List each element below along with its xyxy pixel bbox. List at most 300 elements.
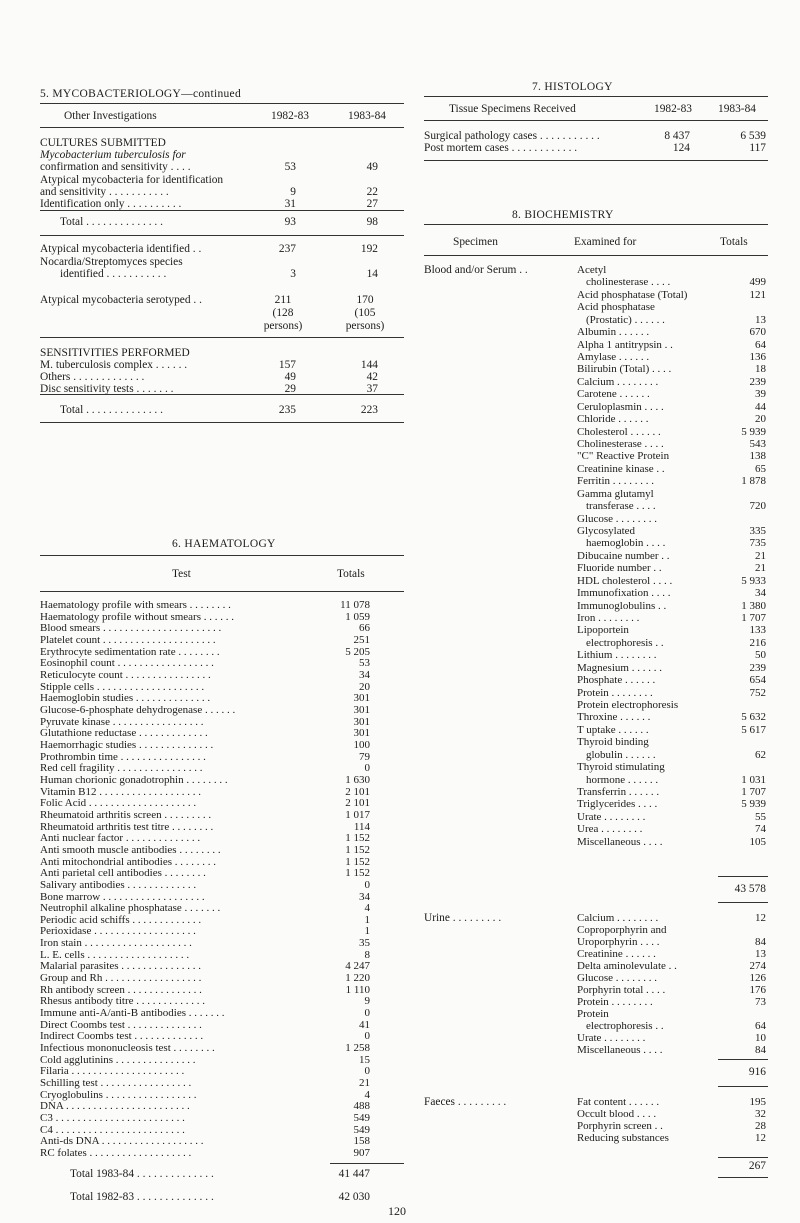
haematology-total: 907 bbox=[353, 1147, 370, 1159]
haematology-test: DNA . . . . . . . . . . . . . . . . . . . . . . . bbox=[40, 1100, 190, 1112]
culture-row-1983-84: 22 bbox=[366, 186, 378, 198]
biochem-examined-for: Carotene . . . . . . bbox=[577, 388, 650, 400]
divider bbox=[40, 394, 404, 395]
haematology-total: 20 bbox=[359, 681, 370, 693]
haematology-total: 21 bbox=[359, 1077, 370, 1089]
biochem-examined-for: Calcium . . . . . . . . bbox=[577, 912, 659, 924]
biochem-total: 176 bbox=[749, 984, 766, 996]
haematology-test: Glutathione reductase . . . . . . . . . . . . . bbox=[40, 727, 208, 739]
total-label: Total . . . . . . . . . . . . . . bbox=[60, 404, 163, 416]
histology-1982-83: 124 bbox=[672, 142, 690, 154]
haematology-total: 34 bbox=[359, 669, 370, 681]
haematology-test: Immune anti-A/anti-B antibodies . . . . . . . bbox=[40, 1007, 225, 1019]
biochem-total: 5 933 bbox=[741, 575, 766, 587]
haematology-test: Rh antibody screen . . . . . . . . . . . . . . bbox=[40, 984, 202, 996]
haematology-test: Rheumatoid arthritis screen . . . . . . . . . bbox=[40, 809, 212, 821]
haematology-total: 100 bbox=[353, 739, 370, 751]
sensitivity-row-1982-83: 29 bbox=[284, 383, 296, 395]
biochem-total: 64 bbox=[755, 1020, 766, 1032]
col-totals: Totals bbox=[337, 568, 365, 580]
biochem-examined-for: Porphyrin screen . . bbox=[577, 1120, 663, 1132]
biochem-total: 1 031 bbox=[741, 774, 766, 786]
haematology-total: 114 bbox=[353, 821, 370, 833]
biochem-total: 74 bbox=[755, 823, 766, 835]
biochem-examined-for: Lithium . . . . . . . . bbox=[577, 649, 657, 661]
haematology-total: 35 bbox=[359, 937, 370, 949]
biochem-examined-for: Ferritin . . . . . . . . bbox=[577, 475, 654, 487]
biochem-total: 5 617 bbox=[741, 724, 766, 736]
haematology-total: 549 bbox=[353, 1124, 370, 1136]
mycobacteriology-title: 5. MYCOBACTERIOLOGY—continued bbox=[40, 88, 241, 100]
sensitivity-row-1982-83: 157 bbox=[278, 359, 296, 371]
biochem-total: 752 bbox=[749, 687, 766, 699]
total-1983-84: 223 bbox=[360, 404, 378, 416]
divider bbox=[40, 235, 404, 236]
haematology-total: 1 630 bbox=[345, 774, 370, 786]
biochem-total: 84 bbox=[755, 1044, 766, 1056]
haematology-test: Red cell fragility . . . . . . . . . . . . . . . . bbox=[40, 762, 203, 774]
biochem-total: 73 bbox=[755, 996, 766, 1008]
haematology-total: 1 110 bbox=[345, 984, 370, 996]
sensitivity-row-label: Others . . . . . . . . . . . . . bbox=[40, 371, 145, 383]
haematology-total: 9 bbox=[364, 995, 370, 1007]
haematology-total: 1 017 bbox=[345, 809, 370, 821]
total-1982-83: 93 bbox=[284, 216, 296, 228]
haematology-test: Direct Coombs test . . . . . . . . . . . . . . bbox=[40, 1019, 202, 1031]
faeces-total: 267 bbox=[748, 1160, 766, 1172]
atypical-row-label: identified . . . . . . . . . . . bbox=[60, 268, 167, 280]
haematology-total: 11 078 bbox=[340, 599, 370, 611]
biochem-total: 65 bbox=[755, 463, 766, 475]
blood-serum-label: Blood and/or Serum . . bbox=[424, 264, 528, 276]
culture-row-1982-83: 9 bbox=[290, 186, 296, 198]
biochem-examined-for: Cholesterol . . . . . . bbox=[577, 426, 661, 438]
biochem-examined-for: Creatinine kinase . . bbox=[577, 463, 665, 475]
histology-title: 7. HISTOLOGY bbox=[532, 81, 613, 93]
haematology-total: 53 bbox=[359, 657, 370, 669]
haematology-total: 1 bbox=[364, 925, 370, 937]
haematology-total: 1 059 bbox=[345, 611, 370, 623]
biochem-examined-for: transferase . . . . bbox=[586, 500, 656, 512]
haematology-test: C3 . . . . . . . . . . . . . . . . . . . . . . . . bbox=[40, 1112, 185, 1124]
haematology-total: 0 bbox=[364, 1007, 370, 1019]
divider bbox=[718, 1059, 768, 1060]
haematology-test: Group and Rh . . . . . . . . . . . . . . . . . . bbox=[40, 972, 202, 984]
biochem-total: 335 bbox=[749, 525, 766, 537]
biochem-examined-for: Immunoglobulins . . bbox=[577, 600, 667, 612]
total-1983-84: 98 bbox=[366, 216, 378, 228]
haematology-total: 2 101 bbox=[345, 797, 370, 809]
haematology-test: Anti parietal cell antibodies . . . . . . . . bbox=[40, 867, 206, 879]
col-1982-83: 1982-83 bbox=[654, 103, 692, 115]
biochem-total: 50 bbox=[755, 649, 766, 661]
biochem-examined-for: Chloride . . . . . . bbox=[577, 413, 649, 425]
biochem-total: 32 bbox=[755, 1108, 766, 1120]
haematology-test: Cryoglobulins . . . . . . . . . . . . . . . . . bbox=[40, 1089, 197, 1101]
biochem-examined-for: Miscellaneous . . . . bbox=[577, 1044, 663, 1056]
biochem-examined-for: cholinesterase . . . . bbox=[586, 276, 671, 288]
haematology-test: Periodic acid schiffs . . . . . . . . . . . . . bbox=[40, 914, 202, 926]
sensitivity-row-label: M. tuberculosis complex . . . . . . bbox=[40, 359, 188, 371]
biochem-total: 28 bbox=[755, 1120, 766, 1132]
biochem-examined-for: Delta aminolevulate . . bbox=[577, 960, 677, 972]
haematology-test: Platelet count . . . . . . . . . . . . . . . . . . . . . bbox=[40, 634, 216, 646]
total-1982-83-label: Total 1982-83 . . . . . . . . . . . . . . bbox=[70, 1191, 214, 1203]
haematology-test: Cold agglutinins . . . . . . . . . . . . . . . bbox=[40, 1054, 196, 1066]
divider bbox=[40, 103, 404, 104]
haematology-total: 4 bbox=[364, 902, 370, 914]
haematology-test: Folic Acid . . . . . . . . . . . . . . . . . . . . bbox=[40, 797, 197, 809]
biochem-examined-for: globulin . . . . . . bbox=[586, 749, 656, 761]
biochem-examined-for: Acid phosphatase bbox=[577, 301, 655, 313]
biochem-examined-for: Protein . . . . . . . . bbox=[577, 687, 653, 699]
serotyped-persons-1982-83: (128 bbox=[272, 307, 294, 319]
divider bbox=[424, 255, 768, 256]
biochem-total: 1 707 bbox=[741, 786, 766, 798]
haematology-test: Eosinophil count . . . . . . . . . . . . . . . . . . bbox=[40, 657, 214, 669]
haematology-test: Perioxidase . . . . . . . . . . . . . . . . . . . bbox=[40, 925, 196, 937]
biochem-examined-for: Transferrin . . . . . . bbox=[577, 786, 660, 798]
serotyped-persons-label-2: persons) bbox=[345, 320, 385, 332]
haematology-total: 4 247 bbox=[345, 960, 370, 972]
culture-row-1983-84: 27 bbox=[366, 198, 378, 210]
culture-row-label: Mycobacterium tuberculosis for bbox=[40, 149, 186, 161]
urine-total: 916 bbox=[748, 1066, 766, 1078]
biochem-examined-for: Immunofixation . . . . bbox=[577, 587, 671, 599]
sensitivity-row-1983-84: 42 bbox=[366, 371, 378, 383]
biochem-examined-for: Occult blood . . . . bbox=[577, 1108, 657, 1120]
haematology-total: 1 bbox=[364, 914, 370, 926]
biochem-examined-for: Protein bbox=[577, 1008, 609, 1020]
biochem-total: 1 878 bbox=[741, 475, 766, 487]
urine-label: Urine . . . . . . . . . bbox=[424, 912, 502, 924]
divider bbox=[40, 422, 404, 423]
haematology-total: 301 bbox=[353, 704, 370, 716]
atypical-row-1982-83: 3 bbox=[290, 268, 296, 280]
haematology-test: Haematology profile without smears . . . . . . bbox=[40, 611, 234, 623]
total-1982-83-value: 42 030 bbox=[338, 1191, 370, 1203]
biochem-total: 39 bbox=[755, 388, 766, 400]
biochem-total: 216 bbox=[749, 637, 766, 649]
divider bbox=[718, 1157, 768, 1158]
biochem-total: 138 bbox=[749, 450, 766, 462]
biochem-examined-for: Amylase . . . . . . bbox=[577, 351, 650, 363]
haematology-test: Anti mitochondrial antibodies . . . . . . . . bbox=[40, 856, 216, 868]
biochem-total: 239 bbox=[749, 376, 766, 388]
faeces-label: Faeces . . . . . . . . . bbox=[424, 1096, 507, 1108]
biochem-examined-for: Urate . . . . . . . . bbox=[577, 811, 646, 823]
sensitivity-row-1982-83: 49 bbox=[284, 371, 296, 383]
total-1983-84-value: 41 447 bbox=[338, 1168, 370, 1180]
biochem-examined-for: Throxine . . . . . . bbox=[577, 711, 651, 723]
haematology-test: Anti smooth muscle antibodies . . . . . . . . bbox=[40, 844, 221, 856]
culture-row-label: confirmation and sensitivity . . . . bbox=[40, 161, 191, 173]
col-1983-84: 1983-84 bbox=[348, 110, 386, 122]
haematology-total: 1 152 bbox=[345, 844, 370, 856]
atypical-row-label: Atypical mycobacteria identified . . bbox=[40, 243, 202, 255]
haematology-test: Anti nuclear factor . . . . . . . . . . . . . . bbox=[40, 832, 201, 844]
biochem-total: 12 bbox=[755, 1132, 766, 1144]
biochem-examined-for: Iron . . . . . . . . bbox=[577, 612, 640, 624]
biochem-examined-for: Acetyl bbox=[577, 264, 607, 276]
haematology-total: 4 bbox=[364, 1089, 370, 1101]
haematology-test: Anti-ds DNA . . . . . . . . . . . . . . . . . . . bbox=[40, 1135, 204, 1147]
biochem-examined-for: haemoglobin . . . . bbox=[586, 537, 666, 549]
haematology-test: Indirect Coombs test . . . . . . . . . . . . . bbox=[40, 1030, 204, 1042]
haematology-total: 15 bbox=[359, 1054, 370, 1066]
haematology-test: RC folates . . . . . . . . . . . . . . . . . . . bbox=[40, 1147, 192, 1159]
biochem-examined-for: electrophoresis . . bbox=[586, 637, 664, 649]
haematology-title: 6. HAEMATOLOGY bbox=[172, 538, 276, 550]
haematology-test: Malarial parasites . . . . . . . . . . . . . . . bbox=[40, 960, 201, 972]
atypical-row-1983-84: 192 bbox=[360, 243, 378, 255]
biochem-total: 5 939 bbox=[741, 798, 766, 810]
haematology-test: L. E. cells . . . . . . . . . . . . . . . . . . . bbox=[40, 949, 190, 961]
haematology-total: 1 152 bbox=[345, 856, 370, 868]
serotyped-1983-84: 170 bbox=[356, 294, 374, 306]
biochem-total: 543 bbox=[749, 438, 766, 450]
haematology-test: C4 . . . . . . . . . . . . . . . . . . . . . . . . bbox=[40, 1124, 185, 1136]
haematology-total: 1 152 bbox=[345, 867, 370, 879]
total-1983-84-label: Total 1983-84 . . . . . . . . . . . . . . bbox=[70, 1168, 214, 1180]
biochem-total: 12 bbox=[755, 912, 766, 924]
divider bbox=[330, 1163, 404, 1164]
haematology-total: 549 bbox=[353, 1112, 370, 1124]
biochem-total: 34 bbox=[755, 587, 766, 599]
biochem-total: 64 bbox=[755, 339, 766, 351]
biochem-examined-for: Lipoportein bbox=[577, 624, 629, 636]
atypical-row-1982-83: 237 bbox=[278, 243, 296, 255]
biochem-total: 10 bbox=[755, 1032, 766, 1044]
biochem-total: 5 939 bbox=[741, 426, 766, 438]
biochem-total: 13 bbox=[755, 314, 766, 326]
biochem-examined-for: Glucose . . . . . . . . bbox=[577, 513, 658, 525]
atypical-row-1983-84: 14 bbox=[366, 268, 378, 280]
culture-row-label: and sensitivity . . . . . . . . . . . bbox=[40, 186, 169, 198]
culture-row-label: Identification only . . . . . . . . . . bbox=[40, 198, 182, 210]
divider bbox=[718, 1177, 768, 1178]
culture-row-label: Atypical mycobacteria for identification bbox=[40, 174, 224, 186]
histology-row-label: Post mortem cases . . . . . . . . . . . . bbox=[424, 142, 578, 154]
col-other-investigations: Other Investigations bbox=[64, 110, 157, 122]
biochem-total: 21 bbox=[755, 562, 766, 574]
biochem-examined-for: Albumin . . . . . . bbox=[577, 326, 650, 338]
haematology-test: Haematology profile with smears . . . . . . . . bbox=[40, 599, 231, 611]
divider bbox=[424, 224, 768, 225]
haematology-test: Rhesus antibody titre . . . . . . . . . . . . . bbox=[40, 995, 205, 1007]
haematology-total: 5 205 bbox=[345, 646, 370, 658]
col-specimen: Specimen bbox=[453, 236, 498, 248]
biochem-total: 20 bbox=[755, 413, 766, 425]
biochem-examined-for: Fluoride number . . bbox=[577, 562, 662, 574]
biochemistry-title: 8. BIOCHEMISTRY bbox=[512, 209, 614, 221]
atypical-row-label: Nocardia/Streptomyces species bbox=[40, 256, 183, 268]
biochem-examined-for: Reducing substances bbox=[577, 1132, 669, 1144]
col-examined-for: Examined for bbox=[574, 236, 637, 248]
divider bbox=[424, 120, 768, 121]
biochem-total: 499 bbox=[749, 276, 766, 288]
biochem-examined-for: Protein electrophoresis bbox=[577, 699, 679, 711]
biochem-examined-for: Porphyrin total . . . . bbox=[577, 984, 666, 996]
haematology-test: Human chorionic gonadotrophin . . . . . . . . bbox=[40, 774, 228, 786]
col-1982-83: 1982-83 bbox=[271, 110, 309, 122]
haematology-total: 1 258 bbox=[345, 1042, 370, 1054]
haematology-test: Filaria . . . . . . . . . . . . . . . . . . . . . bbox=[40, 1065, 185, 1077]
divider bbox=[40, 591, 404, 592]
col-tissue-specimens: Tissue Specimens Received bbox=[449, 103, 576, 115]
col-test: Test bbox=[172, 568, 191, 580]
biochem-examined-for: Phosphate . . . . . . bbox=[577, 674, 656, 686]
biochem-total: 21 bbox=[755, 550, 766, 562]
biochem-total: 136 bbox=[749, 351, 766, 363]
histology-row-label: Surgical pathology cases . . . . . . . . . . . bbox=[424, 130, 600, 142]
blood-total: 43 578 bbox=[734, 883, 766, 895]
biochem-total: 18 bbox=[755, 363, 766, 375]
biochem-examined-for: Glucose . . . . . . . . bbox=[577, 972, 658, 984]
biochem-examined-for: Creatinine . . . . . . bbox=[577, 948, 656, 960]
haematology-test: Vitamin B12 . . . . . . . . . . . . . . . . . . . bbox=[40, 786, 201, 798]
divider bbox=[40, 555, 404, 556]
biochem-total: 1 380 bbox=[741, 600, 766, 612]
haematology-test: Bone marrow . . . . . . . . . . . . . . . . . . . bbox=[40, 891, 205, 903]
biochem-total: 13 bbox=[755, 948, 766, 960]
haematology-total: 66 bbox=[359, 622, 370, 634]
divider bbox=[40, 337, 404, 338]
col-1983-84: 1983-84 bbox=[718, 103, 756, 115]
haematology-test: Erythrocyte sedimentation rate . . . . . . . . bbox=[40, 646, 220, 658]
haematology-total: 0 bbox=[364, 1065, 370, 1077]
biochem-total: 274 bbox=[749, 960, 766, 972]
histology-1983-84: 6 539 bbox=[740, 130, 766, 142]
haematology-test: Rheumatoid arthritis test titre . . . . . . . . bbox=[40, 821, 214, 833]
haematology-test: Glucose-6-phosphate dehydrogenase . . . . . . bbox=[40, 704, 236, 716]
biochem-examined-for: Glycosylated bbox=[577, 525, 636, 537]
biochem-examined-for: Bilirubin (Total) . . . . bbox=[577, 363, 672, 375]
biochem-examined-for: Acid phosphatase (Total) bbox=[577, 289, 688, 301]
biochem-examined-for: Uroporphyrin . . . . bbox=[577, 936, 660, 948]
divider bbox=[718, 902, 768, 903]
divider bbox=[718, 1086, 768, 1087]
haematology-total: 1 152 bbox=[345, 832, 370, 844]
haematology-test: Infectious mononucleosis test . . . . . . . . bbox=[40, 1042, 215, 1054]
biochem-total: 133 bbox=[749, 624, 766, 636]
biochem-examined-for: Thyroid stimulating bbox=[577, 761, 665, 773]
total-1982-83: 235 bbox=[278, 404, 296, 416]
biochem-total: 670 bbox=[749, 326, 766, 338]
haematology-total: 41 bbox=[359, 1019, 370, 1031]
sensitivities-heading: SENSITIVITIES PERFORMED bbox=[40, 347, 190, 359]
biochem-total: 84 bbox=[755, 936, 766, 948]
biochem-examined-for: Triglycerides . . . . bbox=[577, 798, 658, 810]
haematology-test: Haemorrhagic studies . . . . . . . . . . . . . . bbox=[40, 739, 214, 751]
haematology-total: 0 bbox=[364, 762, 370, 774]
biochem-total: 1 707 bbox=[741, 612, 766, 624]
sensitivity-row-label: Disc sensitivity tests . . . . . . . bbox=[40, 383, 174, 395]
biochem-examined-for: Fat content . . . . . . bbox=[577, 1096, 660, 1108]
haematology-total: 2 101 bbox=[345, 786, 370, 798]
haematology-total: 158 bbox=[353, 1135, 370, 1147]
sensitivity-row-1983-84: 37 bbox=[366, 383, 378, 395]
biochem-examined-for: Cholinesterase . . . . bbox=[577, 438, 664, 450]
biochem-total: 5 632 bbox=[741, 711, 766, 723]
biochem-total: 195 bbox=[749, 1096, 766, 1108]
haematology-total: 251 bbox=[353, 634, 370, 646]
biochem-examined-for: Coproporphyrin and bbox=[577, 924, 667, 936]
haematology-total: 488 bbox=[353, 1100, 370, 1112]
haematology-total: 301 bbox=[353, 716, 370, 728]
haematology-test: Schilling test . . . . . . . . . . . . . . . . . bbox=[40, 1077, 192, 1089]
biochem-examined-for: Urate . . . . . . . . bbox=[577, 1032, 646, 1044]
haematology-total: 301 bbox=[353, 727, 370, 739]
haematology-test: Stipple cells . . . . . . . . . . . . . . . . . . . . bbox=[40, 681, 205, 693]
biochem-total: 121 bbox=[749, 289, 766, 301]
haematology-test: Pyruvate kinase . . . . . . . . . . . . . . . . . bbox=[40, 716, 204, 728]
biochem-examined-for: hormone . . . . . . bbox=[586, 774, 659, 786]
culture-row-1983-84: 49 bbox=[366, 161, 378, 173]
biochem-examined-for: Dibucaine number . . bbox=[577, 550, 670, 562]
biochem-examined-for: (Prostatic) . . . . . . bbox=[586, 314, 665, 326]
biochem-examined-for: Magnesium . . . . . . bbox=[577, 662, 662, 674]
cultures-heading: CULTURES SUBMITTED bbox=[40, 137, 166, 149]
biochem-total: 720 bbox=[749, 500, 766, 512]
haematology-test: Prothrombin time . . . . . . . . . . . . . . . . bbox=[40, 751, 206, 763]
biochem-examined-for: electrophoresis . . bbox=[586, 1020, 664, 1032]
biochem-total: 654 bbox=[749, 674, 766, 686]
biochem-examined-for: Ceruloplasmin . . . . bbox=[577, 401, 664, 413]
serotyped-persons-label-1: persons) bbox=[263, 320, 303, 332]
haematology-total: 8 bbox=[364, 949, 370, 961]
biochem-total: 105 bbox=[749, 836, 766, 848]
divider bbox=[424, 160, 768, 161]
haematology-total: 34 bbox=[359, 891, 370, 903]
haematology-total: 0 bbox=[364, 1030, 370, 1042]
sensitivity-row-1983-84: 144 bbox=[360, 359, 378, 371]
biochem-examined-for: Miscellaneous . . . . bbox=[577, 836, 663, 848]
biochem-total: 62 bbox=[755, 749, 766, 761]
biochem-total: 126 bbox=[749, 972, 766, 984]
haematology-total: 0 bbox=[364, 879, 370, 891]
serotyped-label: Atypical mycobacteria serotyped . . bbox=[40, 294, 202, 306]
haematology-total: 79 bbox=[359, 751, 370, 763]
culture-row-1982-83: 53 bbox=[284, 161, 296, 173]
biochem-examined-for: Urea . . . . . . . . bbox=[577, 823, 643, 835]
biochem-examined-for: T uptake . . . . . . bbox=[577, 724, 649, 736]
haematology-total: 301 bbox=[353, 692, 370, 704]
haematology-test: Iron stain . . . . . . . . . . . . . . . . . . . . bbox=[40, 937, 192, 949]
biochem-examined-for: Protein . . . . . . . . bbox=[577, 996, 653, 1008]
biochem-total: 735 bbox=[749, 537, 766, 549]
haematology-test: Blood smears . . . . . . . . . . . . . . . . . . . . . . bbox=[40, 622, 222, 634]
page-number: 120 bbox=[388, 1204, 406, 1218]
biochem-examined-for: Gamma glutamyl bbox=[577, 488, 654, 500]
biochem-total: 44 bbox=[755, 401, 766, 413]
biochem-examined-for: Calcium . . . . . . . . bbox=[577, 376, 659, 388]
haematology-test: Reticulocyte count . . . . . . . . . . . . . . . . bbox=[40, 669, 211, 681]
total-label: Total . . . . . . . . . . . . . . bbox=[60, 216, 163, 228]
biochem-total: 55 bbox=[755, 811, 766, 823]
histology-1982-83: 8 437 bbox=[664, 130, 690, 142]
serotyped-persons-1983-84: (105 bbox=[354, 307, 376, 319]
haematology-test: Haemoglobin studies . . . . . . . . . . . . . . bbox=[40, 692, 211, 704]
biochem-examined-for: "C" Reactive Protein bbox=[577, 450, 670, 462]
col-totals: Totals bbox=[720, 236, 748, 248]
divider bbox=[40, 127, 404, 128]
biochem-total: 239 bbox=[749, 662, 766, 674]
culture-row-1982-83: 31 bbox=[284, 198, 296, 210]
divider bbox=[40, 210, 404, 211]
serotyped-1982-83: 211 bbox=[274, 294, 292, 306]
divider bbox=[424, 96, 768, 97]
